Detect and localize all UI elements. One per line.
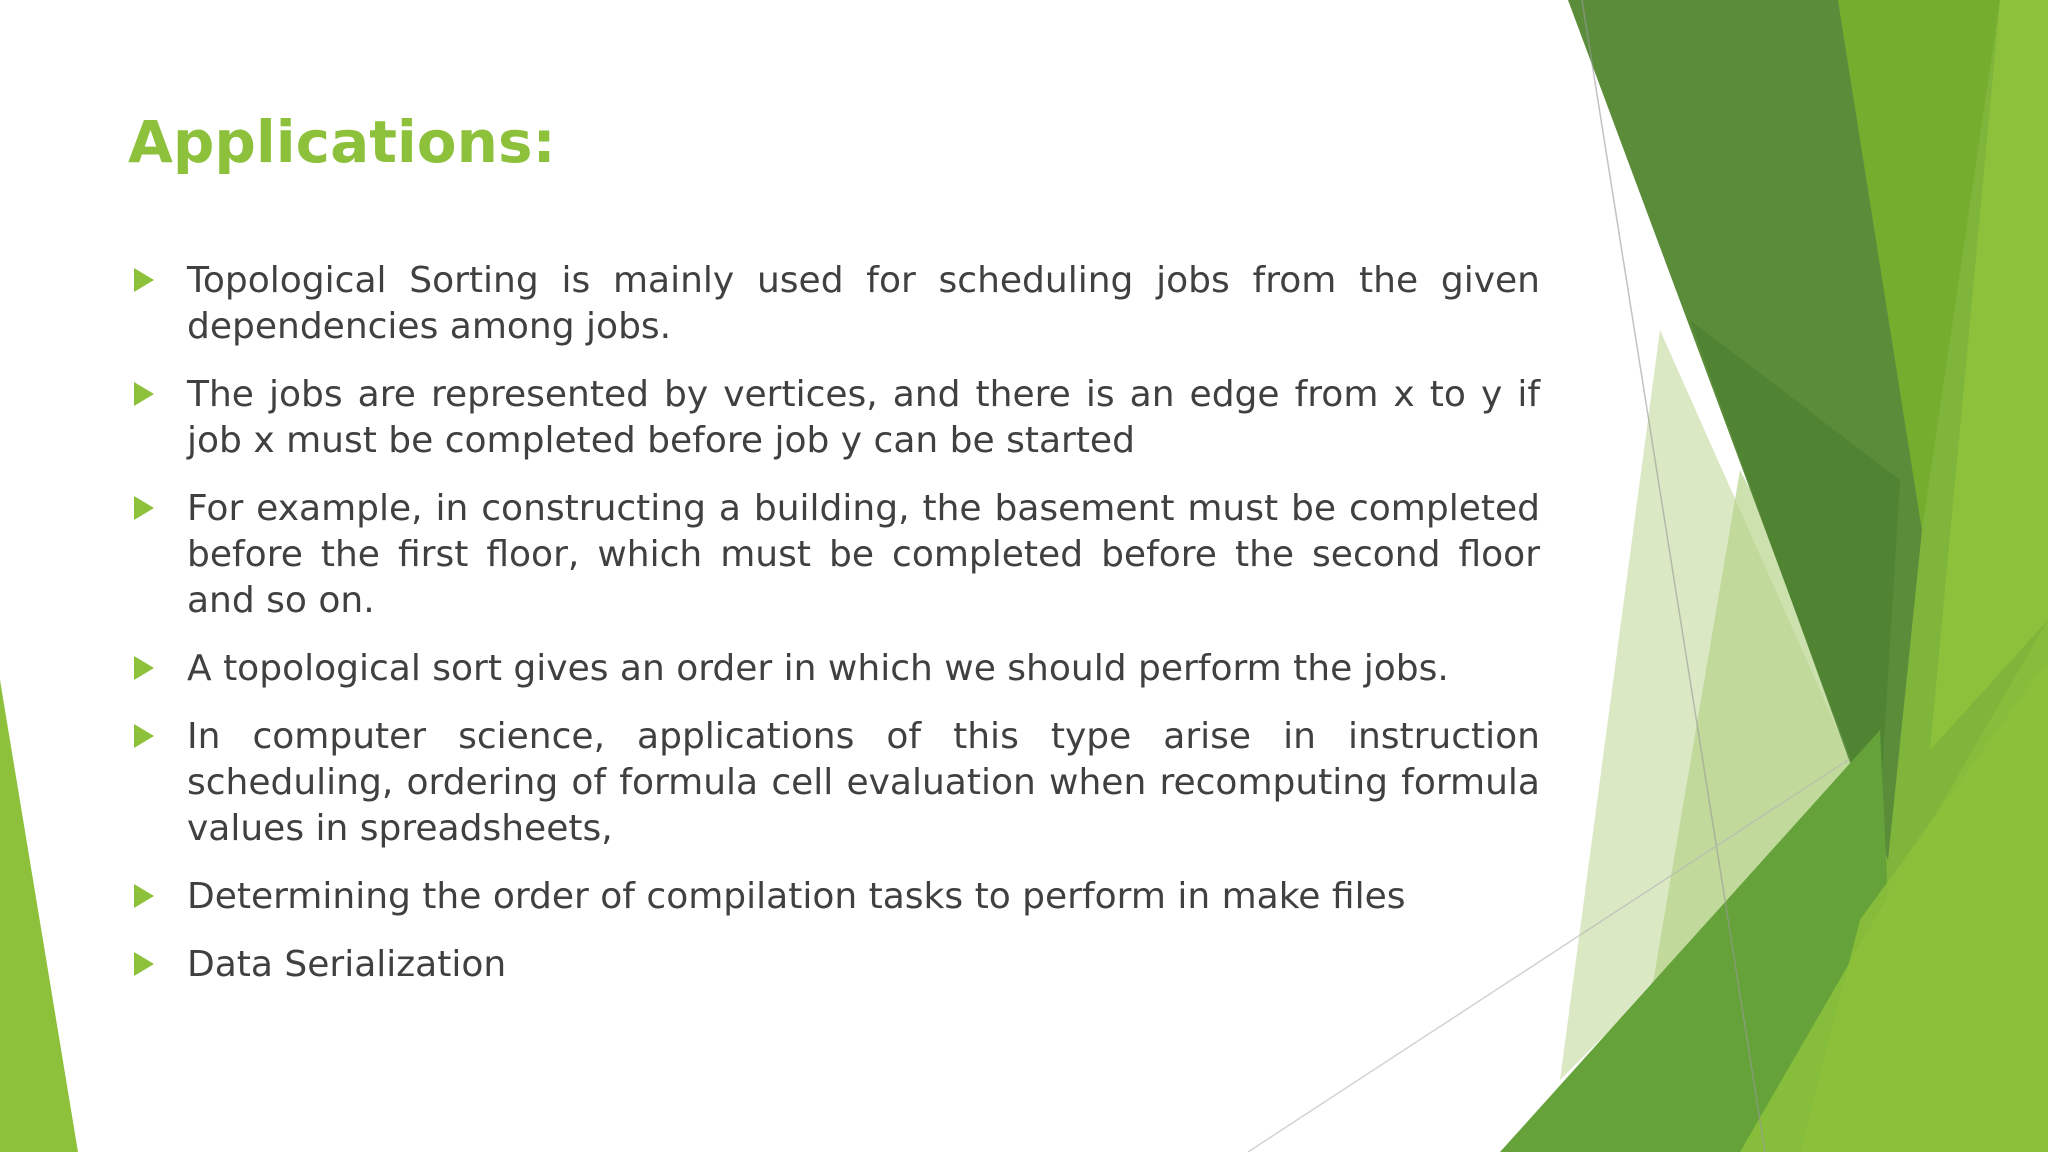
triangle-right-icon [134, 656, 154, 680]
triangle-right-icon [134, 496, 154, 520]
bullet-item [128, 646, 1540, 692]
slide-title: Applications: [128, 108, 556, 176]
bullet-item [128, 258, 1540, 350]
bullet-item [128, 714, 1540, 852]
bullet-text: For example, in constructing a building, the basement must be completed before the first floor, which must be completed before the second floor and so on. [187, 488, 1540, 621]
bullet-text: A topological sort gives an order in which we should perform the jobs. [187, 648, 1449, 689]
bullet-text: Data Serialization [187, 944, 507, 985]
bullet-item [128, 372, 1540, 464]
bullet-text: In computer science, applications of this type arise in instruction scheduling, ordering of formula cell evaluation when recomputing formula values in spreadsheets, [187, 716, 1540, 849]
bullet-item [128, 942, 1540, 988]
bullet-text: The jobs are represented by vertices, and there is an edge from x to y if job x must be completed before job y can be started [187, 374, 1540, 461]
bullet-item [128, 486, 1540, 624]
triangle-right-icon [134, 952, 154, 976]
triangle-right-icon [134, 382, 154, 406]
bullet-item [128, 874, 1540, 920]
triangle-right-icon [134, 884, 154, 908]
triangle-right-icon [134, 268, 154, 292]
bullet-list [128, 258, 1540, 1010]
left-facet [0, 680, 78, 1152]
bullet-text: Determining the order of compilation tasks to perform in make files [187, 876, 1406, 917]
triangle-right-icon [134, 724, 154, 748]
bullet-text: Topological Sorting is mainly used for scheduling jobs from the given dependencies among jobs. [187, 260, 1540, 347]
